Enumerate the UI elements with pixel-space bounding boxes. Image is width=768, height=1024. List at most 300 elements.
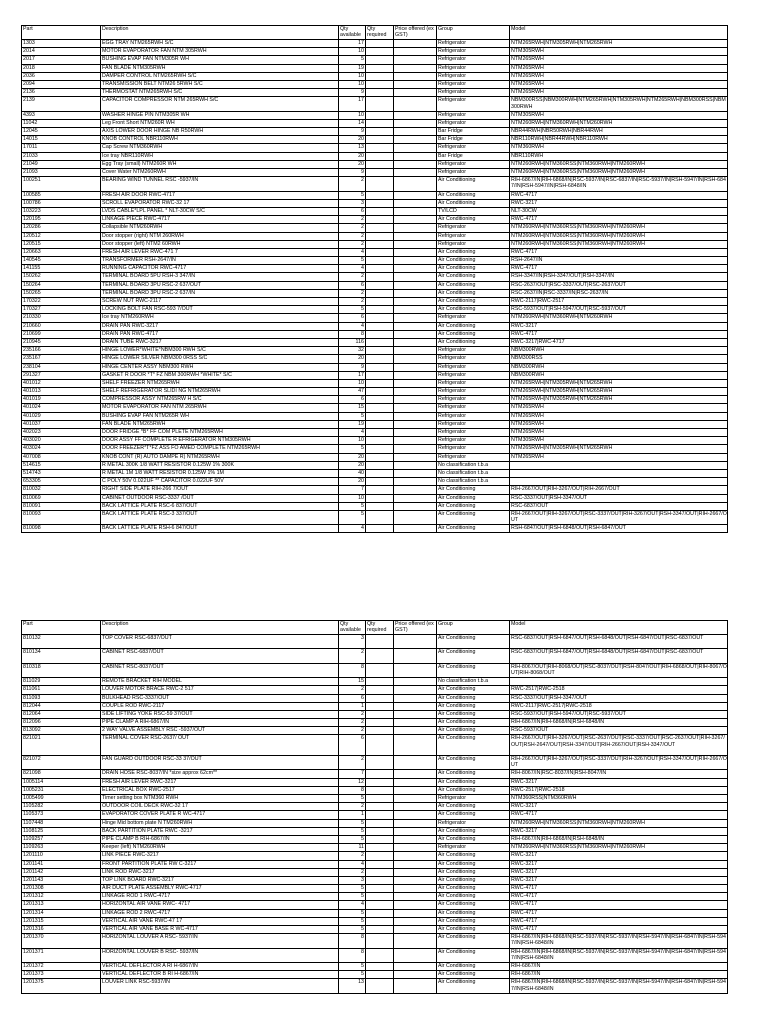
- cell-group: Refrigerator: [436, 73, 509, 80]
- cell-model: RIH-8067/OUT|RIH-8068/OUT|RSC-8037/OUT|RSH-8047/OUT|RIH-6868/OUT|RIH-8067/OUT|RIH-8068/OUT: [511, 663, 727, 676]
- cell-qty-available: 3: [338, 877, 365, 884]
- cell-group: Refrigerator: [436, 48, 509, 55]
- cell-group: Air Conditioning: [436, 901, 509, 908]
- cell-qty-required: [365, 192, 393, 199]
- cell-qty-required: [365, 388, 393, 395]
- cell-group: Air Conditioning: [436, 787, 509, 794]
- cell-group: No classification t.b.a: [436, 678, 509, 685]
- cell-part: 235167: [21, 355, 100, 362]
- cell-description: FAN GUARD OUTDOOR RSC-33 37/OUT: [100, 756, 338, 769]
- cell-model: RWC-4717: [509, 265, 728, 272]
- cell-description: Leg Front Short NTM260R WH: [100, 120, 338, 127]
- cell-model: NBR110RWH|NBR44RWH|NBR110RWH: [509, 136, 728, 143]
- cell-description: KNOB CONTROL NBR110RWH: [100, 136, 338, 143]
- cell-price: [393, 380, 436, 387]
- cell-part: 2139: [21, 97, 100, 110]
- table-row: [21, 454, 728, 462]
- cell-model: NTM265RWH: [509, 429, 728, 436]
- cell-qty-required: [365, 40, 393, 47]
- cell-group: Air Conditioning: [436, 177, 509, 190]
- cell-part: 653305: [21, 478, 100, 485]
- cell-part: 811061: [21, 686, 100, 693]
- cell-description: DRAIN TUBE RWC-3217: [100, 339, 338, 346]
- cell-qty-available: 2: [338, 224, 365, 231]
- cell-model: RSC-6837/OUT: [509, 503, 728, 510]
- cell-model: NTM360RSS|NTM360RWH: [509, 795, 728, 802]
- cell-qty-available: 15: [338, 678, 365, 685]
- cell-price: [393, 298, 436, 305]
- cell-price: [393, 429, 436, 436]
- cell-model: RWC-4717: [509, 926, 728, 933]
- table-row: [21, 445, 728, 453]
- cell-qty-required: [365, 177, 393, 190]
- cell-qty-required: [365, 445, 393, 452]
- cell-model: RSC-5937/OUT|RSH-5947/OUT|RSC-5937/OUT: [509, 306, 728, 313]
- cell-price: [393, 869, 436, 876]
- table-row: [21, 695, 728, 703]
- cell-qty-available: 2: [338, 686, 365, 693]
- cell-group: Air Conditioning: [436, 979, 509, 992]
- cell-part: 810091: [21, 503, 100, 510]
- cell-part: 1005114: [21, 779, 100, 786]
- cell-qty-available: 5: [338, 971, 365, 978]
- cell-price: [393, 495, 436, 502]
- cell-qty-required: [365, 380, 393, 387]
- cell-price: [393, 525, 436, 532]
- cell-price: [393, 454, 436, 461]
- cell-part: 1201314: [21, 910, 100, 917]
- cell-qty-available: 4: [338, 429, 365, 436]
- cell-model: NLT-30CW: [509, 208, 728, 215]
- cell-group: Air Conditioning: [436, 298, 509, 305]
- cell-part: 291327: [21, 372, 100, 379]
- cell-model: NTM265RWH|NTM305RWH|NTM265RWH: [509, 40, 728, 47]
- cell-qty-required: [365, 429, 393, 436]
- header-part: Part: [21, 26, 100, 39]
- cell-part: 1303: [21, 40, 100, 47]
- cell-model: RWC-3217|RWC-4717: [509, 339, 728, 346]
- cell-group: Air Conditioning: [436, 910, 509, 917]
- cell-qty-available: 8: [338, 949, 365, 962]
- cell-group: Bar Fridge: [436, 136, 509, 143]
- table-row: [21, 339, 728, 347]
- cell-part: 811029: [21, 678, 100, 685]
- cell-price: [393, 979, 436, 992]
- cell-qty-required: [365, 877, 393, 884]
- cell-model: RWC-2117|RWC-2517: [509, 298, 728, 305]
- cell-part: 170322: [21, 298, 100, 305]
- header-price: Price offered (ex GST): [393, 621, 436, 634]
- cell-price: [393, 73, 436, 80]
- cell-qty-available: 6: [338, 314, 365, 321]
- cell-price: [393, 918, 436, 925]
- cell-qty-required: [365, 869, 393, 876]
- cell-group: Refrigerator: [436, 421, 509, 428]
- cell-part: 401029: [21, 413, 100, 420]
- cell-qty-required: [365, 649, 393, 662]
- cell-description: LINKAGE ROD 1 RWC-4717: [100, 893, 338, 900]
- cell-description: LINK ROD RWC-3217: [100, 869, 338, 876]
- cell-group: Air Conditioning: [436, 290, 509, 297]
- cell-group: Refrigerator: [436, 372, 509, 379]
- cell-model: RWC-4717: [509, 910, 728, 917]
- cell-part: 1201373: [21, 971, 100, 978]
- cell-model: NTM265RWH: [509, 65, 728, 72]
- cell-price: [393, 396, 436, 403]
- table-row: [21, 241, 728, 249]
- cell-model: NBM300RWH: [509, 364, 728, 371]
- cell-price: [393, 97, 436, 110]
- cell-qty-available: 19: [338, 65, 365, 72]
- cell-part: 401019: [21, 396, 100, 403]
- cell-price: [393, 347, 436, 354]
- cell-model: NTM265RWH|NTM305RWH|NTM265RWH: [509, 380, 728, 387]
- cell-price: [393, 241, 436, 248]
- cell-description: R METAL 300K 1/8 WATT RESISTOR 0.125W 1% 300K: [100, 462, 338, 469]
- table-row: [21, 364, 728, 372]
- cell-model: RIH-6867/IN|RIH-6868/IN|RSC-5937/IN|RSC-5937/IN|RSH-5947/IN|RSH-6847/IN|RSH-5947/IN|RSH-6848/IN: [509, 949, 728, 962]
- table-row: [21, 112, 728, 120]
- cell-qty-required: [365, 233, 393, 240]
- cell-group: Refrigerator: [436, 314, 509, 321]
- cell-description: DOOR ASSY FF COMPLETE R EFRIGERATOR NTM305RWH: [100, 437, 338, 444]
- cell-price: [393, 971, 436, 978]
- cell-qty-available: 2: [338, 852, 365, 859]
- cell-qty-available: 10: [338, 380, 365, 387]
- cell-qty-required: [365, 678, 393, 685]
- cell-model: NBM300RSS: [509, 355, 728, 362]
- cell-part: 810318: [21, 664, 100, 677]
- cell-group: Air Conditioning: [436, 861, 509, 868]
- cell-model: NBM300RSS|NBM300RWH|NTM265RWH|NTM305RWH|NTM265RWH|NBM300RSS|NBM300RWH: [509, 97, 728, 110]
- cell-qty-required: [365, 979, 393, 992]
- table-row: [21, 836, 728, 844]
- cell-description: EVAPORATOR COVER PLATE R WC-4717: [100, 811, 338, 818]
- cell-description: HORIZONTAL LOUVER A RSC- 5937/IN: [100, 934, 338, 947]
- cell-part: 103223: [21, 208, 100, 215]
- table-row: [21, 323, 728, 331]
- cell-description: BACK LATTICE PLATE RSC-3 337/OUT: [100, 511, 338, 524]
- cell-qty-required: [365, 437, 393, 444]
- table-row: [21, 73, 728, 81]
- cell-qty-required: [365, 241, 393, 248]
- cell-part: 12045: [21, 128, 100, 135]
- cell-qty-available: 20: [338, 136, 365, 143]
- cell-description: PIPE CLAMP A RIH-6867/IN: [100, 719, 338, 726]
- cell-qty-required: [365, 200, 393, 207]
- cell-group: Refrigerator: [436, 429, 509, 436]
- cell-qty-available: 4: [338, 861, 365, 868]
- cell-group: Air Conditioning: [436, 963, 509, 970]
- cell-part: 407008: [21, 454, 100, 461]
- cell-group: Air Conditioning: [436, 265, 509, 272]
- cell-price: [393, 128, 436, 135]
- cell-qty-required: [365, 926, 393, 933]
- cell-qty-available: 5: [338, 963, 365, 970]
- table-row: [21, 153, 728, 161]
- cell-price: [393, 678, 436, 685]
- table-row: [21, 949, 728, 963]
- cell-qty-available: 2: [338, 719, 365, 726]
- cell-qty-required: [365, 695, 393, 702]
- table-row: [21, 233, 728, 241]
- cell-qty-required: [365, 282, 393, 289]
- cell-group: Air Conditioning: [436, 525, 509, 532]
- cell-part: 2136: [21, 89, 100, 96]
- cell-part: 810032: [21, 486, 100, 493]
- cell-description: TERMINAL COVER RSC-2637/ OUT: [100, 735, 338, 755]
- cell-part: 1201371: [21, 949, 100, 962]
- cell-description: COMPRESSOR ASSY NTM265RW H S/C: [100, 396, 338, 403]
- cell-description: Ice tray NBR110RWH: [100, 153, 338, 160]
- cell-price: [393, 649, 436, 662]
- table-row: [21, 678, 728, 686]
- cell-price: [393, 153, 436, 160]
- cell-qty-available: 1: [338, 811, 365, 818]
- cell-group: Air Conditioning: [436, 727, 509, 734]
- cell-qty-required: [365, 486, 393, 493]
- cell-price: [393, 355, 436, 362]
- cell-description: SCROLL EVAPORATOR RWC-32 17: [100, 200, 338, 207]
- cell-qty-available: 5: [338, 918, 365, 925]
- table-row: [21, 404, 728, 412]
- cell-qty-available: 19: [338, 421, 365, 428]
- cell-qty-required: [365, 828, 393, 835]
- cell-part: 1201370: [21, 934, 100, 947]
- cell-description: REMOTE BRACKET RIH MODEL: [100, 678, 338, 685]
- table-row: [21, 347, 728, 355]
- cell-qty-required: [365, 404, 393, 411]
- cell-qty-available: 17: [338, 372, 365, 379]
- table-row: [21, 686, 728, 694]
- table-row: [21, 828, 728, 836]
- cell-group: Air Conditioning: [436, 339, 509, 346]
- table-row: [21, 161, 728, 169]
- cell-group: Air Conditioning: [436, 511, 509, 524]
- cell-qty-required: [365, 525, 393, 532]
- cell-qty-available: 20: [338, 161, 365, 168]
- table-row: [21, 120, 728, 128]
- cell-part: 120663: [21, 249, 100, 256]
- cell-qty-required: [365, 372, 393, 379]
- cell-part: 100585: [21, 192, 100, 199]
- cell-description: FAN BLADE NTM305RWH: [100, 65, 338, 72]
- table-row: [21, 979, 728, 993]
- cell-part: 1201315: [21, 918, 100, 925]
- cell-part: 1201141: [21, 861, 100, 868]
- cell-price: [393, 388, 436, 395]
- cell-part: 1005231: [21, 787, 100, 794]
- cell-group: Refrigerator: [436, 454, 509, 461]
- cell-group: Air Conditioning: [436, 257, 509, 264]
- cell-qty-required: [365, 918, 393, 925]
- cell-qty-available: 8: [338, 787, 365, 794]
- cell-model: NTM260RWH|NTM360RSS|NTM360RWH|NTM260RWH: [509, 161, 728, 168]
- cell-group: Refrigerator: [436, 144, 509, 151]
- table-row: [21, 910, 728, 918]
- cell-part: 402023: [21, 429, 100, 436]
- cell-description: TERMINAL BOARD 3PU RSC-2 637/IN: [100, 290, 338, 297]
- cell-part: 810098: [21, 525, 100, 532]
- cell-qty-available: 20: [338, 462, 365, 469]
- cell-description: TRANSFORMER RSH-2647/IN: [100, 257, 338, 264]
- cell-qty-available: 9: [338, 169, 365, 176]
- cell-qty-available: 3: [338, 635, 365, 648]
- table-row: [21, 48, 728, 56]
- cell-model: RSC-2637/IN|RSC-3337/IN|RSC-2637/IN: [509, 290, 728, 297]
- cell-group: No classification t.b.a: [436, 462, 509, 469]
- cell-group: Air Conditioning: [436, 282, 509, 289]
- cell-group: Air Conditioning: [436, 971, 509, 978]
- header-qty-available: Qty available: [338, 26, 365, 39]
- cell-price: [393, 756, 436, 769]
- cell-description: DOOR FREEZER*T*FZ ASS FO AMED COMPLETE NTM265RWH: [100, 445, 338, 452]
- cell-part: 1107448: [21, 820, 100, 827]
- table-row: [21, 770, 728, 778]
- cell-model: RWC-4717: [509, 216, 728, 223]
- cell-part: 210699: [21, 331, 100, 338]
- cell-description: AIR DUCT PLATE ASSEMBLY RWC-4717: [100, 885, 338, 892]
- cell-model: RIH-8067/IN|RSC-8037/IN|RSH-8047/IN: [509, 770, 728, 777]
- table-row: [21, 372, 728, 380]
- cell-group: Refrigerator: [436, 81, 509, 88]
- cell-price: [393, 735, 436, 755]
- cell-qty-available: 17: [338, 97, 365, 110]
- cell-description: Egg Tray (small) NTM260R WH: [100, 161, 338, 168]
- cell-group: Air Conditioning: [436, 703, 509, 710]
- cell-model: NTM260RWH|NTM360RSS|NTM360RWH|NTM260RWH: [509, 169, 728, 176]
- cell-group: Air Conditioning: [436, 719, 509, 726]
- cell-qty-required: [365, 249, 393, 256]
- cell-group: Air Conditioning: [436, 756, 509, 769]
- cell-part: 141155: [21, 265, 100, 272]
- table-row: [21, 355, 728, 363]
- cell-group: Refrigerator: [436, 65, 509, 72]
- table-row: [21, 265, 728, 273]
- cell-price: [393, 233, 436, 240]
- table-row: [21, 421, 728, 429]
- cell-description: FAN BLADE NTM265RWH: [100, 421, 338, 428]
- table-row: [21, 635, 728, 649]
- cell-qty-available: 5: [338, 413, 365, 420]
- cell-qty-available: 5: [338, 192, 365, 199]
- cell-model: RSC-5937/OUT: [509, 727, 728, 734]
- cell-part: 1105373: [21, 811, 100, 818]
- table-row: [21, 779, 728, 787]
- cell-group: Bar Fridge: [436, 128, 509, 135]
- cell-group: Air Conditioning: [436, 486, 509, 493]
- cell-price: [393, 265, 436, 272]
- cell-description: DRAIN PAN RWC-4717: [100, 331, 338, 338]
- cell-model: RSC-3337/OUT|RSH-3347/OUT: [509, 495, 728, 502]
- table-row: [21, 893, 728, 901]
- table-row: [21, 331, 728, 339]
- cell-group: Refrigerator: [436, 355, 509, 362]
- table-row: [21, 388, 728, 396]
- cell-model: NTM265RWH: [509, 73, 728, 80]
- table-row: [21, 511, 728, 525]
- cell-group: Air Conditioning: [436, 934, 509, 947]
- cell-qty-required: [365, 756, 393, 769]
- table-row: [21, 885, 728, 893]
- cell-description: HINGE CENTER ASSY NBM300 RWH: [100, 364, 338, 371]
- table-row: [21, 703, 728, 711]
- cell-qty-available: 47: [338, 388, 365, 395]
- cell-group: Air Conditioning: [436, 926, 509, 933]
- table-row: [21, 224, 728, 232]
- cell-part: 1201375: [21, 979, 100, 992]
- cell-qty-available: 2: [338, 649, 365, 662]
- cell-price: [393, 779, 436, 786]
- cell-qty-required: [365, 396, 393, 403]
- cell-price: [393, 828, 436, 835]
- cell-description: BEARING WIND TUNNEL RSC -5937/IN: [100, 177, 338, 190]
- cell-model: NTM265RWH|NTM305RWH|NTM265RWH: [509, 388, 728, 395]
- cell-model: RIH-6867/IN|RIH-6868/IN|RSC-5937/IN|RSC-5937/IN|RSH-5947/IN|RSH-6847/IN|RSH-5947/IN|RSH-6848/IN: [509, 979, 728, 992]
- cell-model: RWC-2517|RWC-2518: [509, 686, 728, 693]
- cell-qty-required: [365, 934, 393, 947]
- cell-qty-required: [365, 462, 393, 469]
- cell-model: RSH-3347/IN|RSH-3347/OUT|RSH-3347/IN: [509, 273, 728, 280]
- cell-qty-available: 8: [338, 664, 365, 677]
- cell-qty-available: 2: [338, 177, 365, 190]
- cell-qty-available: 8: [338, 331, 365, 338]
- cell-part: 813092: [21, 727, 100, 734]
- table-row: [21, 257, 728, 265]
- cell-description: VERTICAL DEFLECTOR B RI H-6867/IN: [100, 971, 338, 978]
- table-row: [21, 918, 728, 926]
- cell-model: NTM265RWH: [509, 89, 728, 96]
- cell-qty-required: [365, 478, 393, 485]
- cell-part: 2036: [21, 73, 100, 80]
- cell-part: 403020: [21, 437, 100, 444]
- cell-description: Door stopper (left) NTM2 60RWH: [100, 241, 338, 248]
- cell-price: [393, 306, 436, 313]
- cell-qty-available: 13: [338, 979, 365, 992]
- cell-group: Refrigerator: [436, 40, 509, 47]
- cell-qty-available: 10: [338, 48, 365, 55]
- table-row: [21, 649, 728, 663]
- cell-description: CABINET RSC-8037/OUT: [100, 664, 338, 677]
- header-group: Group: [436, 621, 509, 634]
- cell-qty-required: [365, 65, 393, 72]
- table-row: [21, 861, 728, 869]
- cell-model: [509, 478, 728, 485]
- cell-part: 140545: [21, 257, 100, 264]
- cell-model: NTM305RWH: [509, 48, 728, 55]
- cell-description: AXIS LOWER DOOR HINGE NB R50RWH: [100, 128, 338, 135]
- cell-qty-available: 5: [338, 910, 365, 917]
- cell-group: No classification t.b.a: [436, 470, 509, 477]
- cell-model: NBR44RWH|NBR50RWH|NBR44RWH: [509, 128, 728, 135]
- cell-qty-available: 2: [338, 803, 365, 810]
- cell-description: CABINET OUTDOOR RSC-3337 /OUT: [100, 495, 338, 502]
- cell-model: RWC-4717: [509, 192, 728, 199]
- cell-model: RWC-3217: [509, 323, 728, 330]
- cell-part: 21093: [21, 169, 100, 176]
- cell-description: SHELF FREEZER NTM265RWH: [100, 380, 338, 387]
- table-row: [21, 735, 728, 756]
- cell-description: WASHER HINGE PIN NTM305R WH: [100, 112, 338, 119]
- cell-model: NTM360RWH: [509, 144, 728, 151]
- cell-qty-available: 5: [338, 306, 365, 313]
- cell-qty-available: 20: [338, 153, 365, 160]
- cell-group: Air Conditioning: [436, 918, 509, 925]
- cell-qty-required: [365, 216, 393, 223]
- cell-group: Air Conditioning: [436, 811, 509, 818]
- cell-price: [393, 161, 436, 168]
- cell-qty-required: [365, 795, 393, 802]
